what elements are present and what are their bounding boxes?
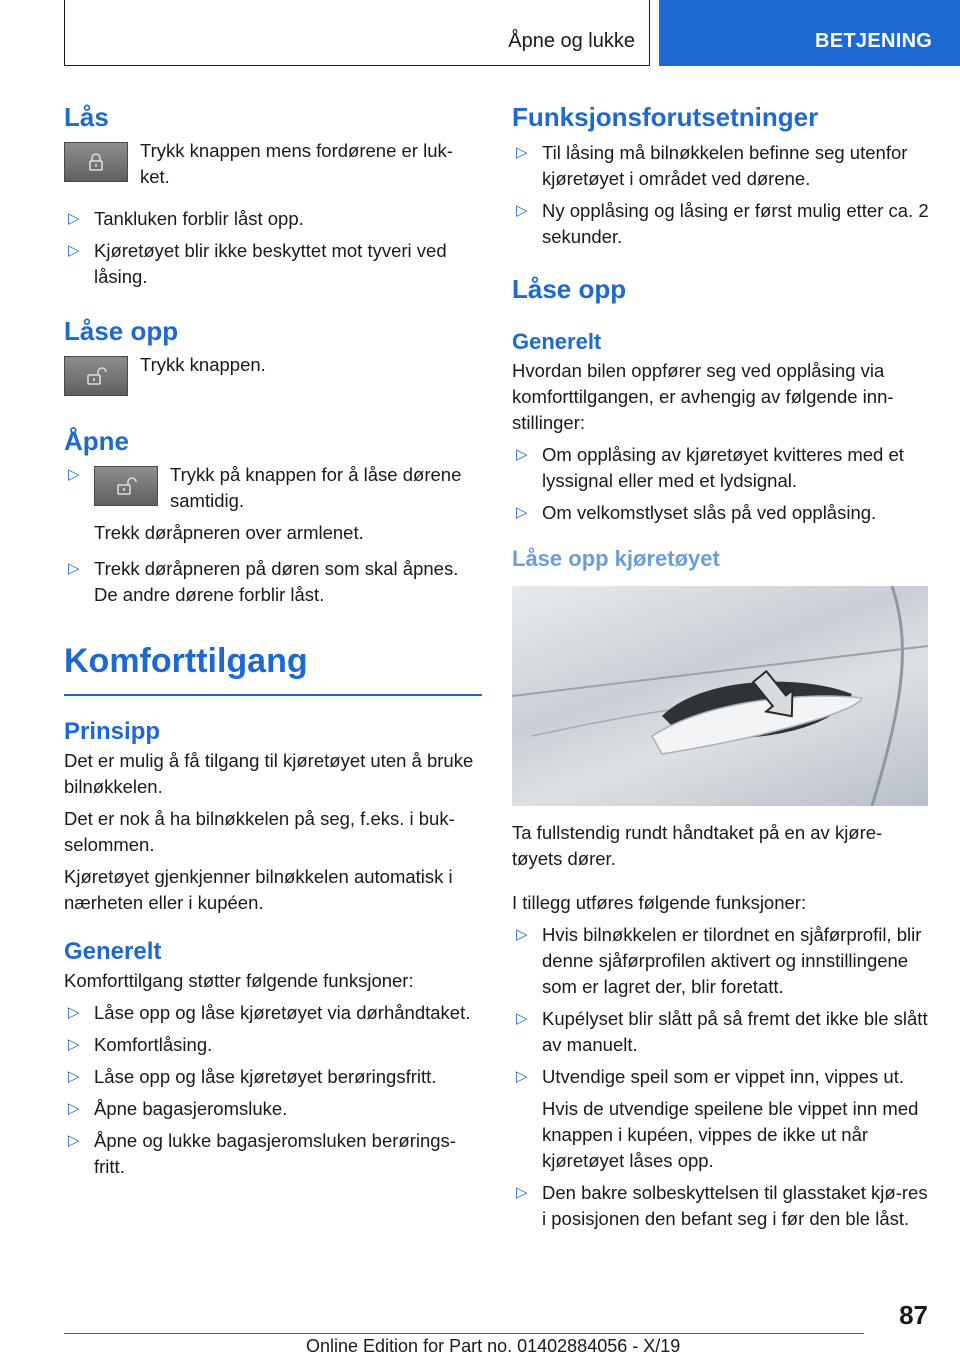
heading-prinsipp: Prinsipp	[64, 718, 161, 745]
unlock-button-image-2	[94, 466, 158, 506]
heading-generelt-right: Generelt	[512, 329, 602, 354]
bullet-marker: ▷	[68, 1132, 80, 1149]
bullet-marker: ▷	[68, 466, 80, 483]
bullet-marker: ▷	[68, 1100, 80, 1117]
list-item: ▷ Utvendige speil som er vippet inn, vippes ut. Hvis de utvendige speilene ble vippet inn med knappen i kupéen, vippes de ikke ut når kjøretøyet låses opp.	[512, 1064, 930, 1174]
lock-button-text: Trykk knappen mens fordørene er luk-ket.	[140, 140, 453, 187]
bullet-marker: ▷	[68, 560, 80, 577]
list-item: ▷ Om opplåsing av kjøretøyet kvitteres med et lyssignal eller med et lydsignal.	[516, 444, 904, 491]
bullet-marker: ▷	[68, 1036, 80, 1053]
list-item: ▷ Åpne bagasjeromsluke.	[64, 1096, 482, 1122]
generelt-right-bullets	[512, 442, 930, 526]
unlock-icon	[85, 365, 107, 387]
header-title: Åpne og lukke	[508, 30, 635, 52]
lock-button-row	[64, 138, 482, 190]
footer-edition: Online Edition for Part no. 01402884056 - X/19	[306, 1336, 681, 1356]
bullet-marker: ▷	[516, 144, 528, 161]
list-item: ▷ Låse opp og låse kjøretøyet via dørhåndtaket.	[64, 1000, 482, 1026]
bullet-marker: ▷	[516, 202, 528, 219]
bullet-marker: ▷	[68, 1004, 80, 1021]
door-handle-illustration	[512, 586, 928, 806]
bullet-marker: ▷	[68, 210, 80, 227]
bullet-marker: ▷	[516, 504, 528, 521]
left-column	[64, 100, 482, 1180]
unlock-button-text: Trykk knappen.	[140, 354, 266, 375]
prinsipp-paragraph: Det er mulig å få tilgang til kjøretøyet uten å bruke bilnøkkelen.	[64, 750, 474, 797]
kjoretoyet-bullets	[512, 922, 930, 1232]
heading-komforttilgang: Komforttilgang	[64, 638, 482, 696]
unlock-button-row	[64, 352, 482, 396]
right-column	[512, 100, 930, 1232]
bullet-marker: ▷	[516, 446, 528, 463]
aapne-button-text: Trykk på knappen for å låse dørene samtidig.	[170, 464, 462, 511]
lock-icon	[85, 151, 107, 173]
list-item	[64, 462, 482, 546]
page-number: 87	[899, 1300, 928, 1330]
unlock-button-image	[64, 356, 128, 396]
list-item: ▷ Den bakre solbeskyttelsen til glasstaket kjø-res i posisjonen den befant seg i før den ble låst.	[516, 1182, 928, 1229]
bullet-marker: ▷	[68, 1068, 80, 1085]
header-section-tab[interactable]	[659, 0, 960, 66]
generelt-right-intro: Hvordan bilen oppfører seg ved opplåsing via komforttilgangen, er avhengig av følgende inn-stillinger:	[512, 360, 894, 433]
list-item: ▷ Komfortlåsing.	[64, 1032, 482, 1058]
bullet-marker: ▷	[516, 1010, 528, 1027]
list-item: ▷ Låse opp og låse kjøretøyet berøringsfritt.	[64, 1064, 482, 1090]
header-section-label: BETJENING	[815, 30, 933, 52]
aapne-sub-text: Trekk døråpneren over armlenet.	[94, 522, 364, 543]
list-item: ▷ Åpne og lukke bagasjeromsluken berørings-fritt.	[68, 1130, 456, 1177]
list-item: ▷ Til låsing må bilnøkkelen befinne seg utenfor kjøretøyet i området ved dørene.	[516, 142, 908, 189]
list-item: ▷ Tankluken forblir låst opp.	[64, 206, 482, 232]
heading-generelt: Generelt	[64, 938, 162, 965]
generelt-intro: Komforttilgang støtter følgende funksjoner:	[64, 970, 414, 991]
list-item: ▷ Hvis bilnøkkelen er tilordnet en sjåførprofil, blir denne sjåførprofilen aktivert og innstillingene som er lagret der, blir foretatt.	[516, 924, 922, 997]
bullet-marker: ▷	[516, 1184, 528, 1201]
lock-button-image	[64, 142, 128, 182]
kjoretoyet-intro: I tillegg utføres følgende funksjoner:	[512, 892, 807, 913]
footer-divider	[64, 1333, 864, 1334]
list-item: ▷ Ny opplåsing og låsing er først mulig etter ca. 2 sekunder.	[516, 200, 929, 247]
bullet-marker: ▷	[68, 242, 80, 259]
funksjon-bullets	[512, 140, 930, 250]
photo-caption: Ta fullstendig rundt håndtaket på en av kjøre-tøyets dører.	[512, 822, 883, 869]
list-item: ▷ Om velkomstlyset slås på ved opplåsing.	[512, 500, 930, 526]
mirror-sub-text: Hvis de utvendige speilene ble vippet inn med knappen i kupéen, vippes de ikke ut når kjøretøyet låses opp.	[542, 1098, 919, 1171]
heading-laase-opp: Låse opp	[64, 316, 179, 346]
prinsipp-paragraph: Det er nok å ha bilnøkkelen på seg, f.eks. i buk-selommen.	[64, 808, 455, 855]
list-item: ▷ Kjøretøyet blir ikke beskyttet mot tyveri ved låsing.	[68, 240, 447, 287]
generelt-bullets	[64, 1000, 482, 1180]
unlock-icon	[115, 475, 137, 497]
heading-laase-opp-kjoretoyet: Låse opp kjøretøyet	[512, 546, 720, 571]
heading-funksjonsforutsetninger: Funksjonsforutsetninger	[512, 102, 819, 132]
aapne-bullets	[64, 462, 482, 608]
header-title-box	[64, 0, 650, 66]
heading-laase-opp-right: Låse opp	[512, 274, 627, 304]
list-item: ▷ Trekk døråpneren på døren som skal åpnes. De andre dørene forblir låst.	[68, 558, 459, 605]
heading-aapne: Åpne	[64, 426, 129, 456]
heading-laas: Lås	[64, 102, 109, 132]
list-item: ▷ Kupélyset blir slått på så fremt det ikke ble slått av manuelt.	[516, 1008, 928, 1055]
unlock-button-row-2	[94, 462, 482, 514]
laas-bullets	[64, 206, 482, 290]
bullet-marker: ▷	[516, 926, 528, 943]
door-handle-photo	[512, 586, 928, 806]
prinsipp-paragraph: Kjøretøyet gjenkjenner bilnøkkelen automatisk i nærheten eller i kupéen.	[64, 866, 453, 913]
bullet-marker: ▷	[516, 1068, 528, 1085]
